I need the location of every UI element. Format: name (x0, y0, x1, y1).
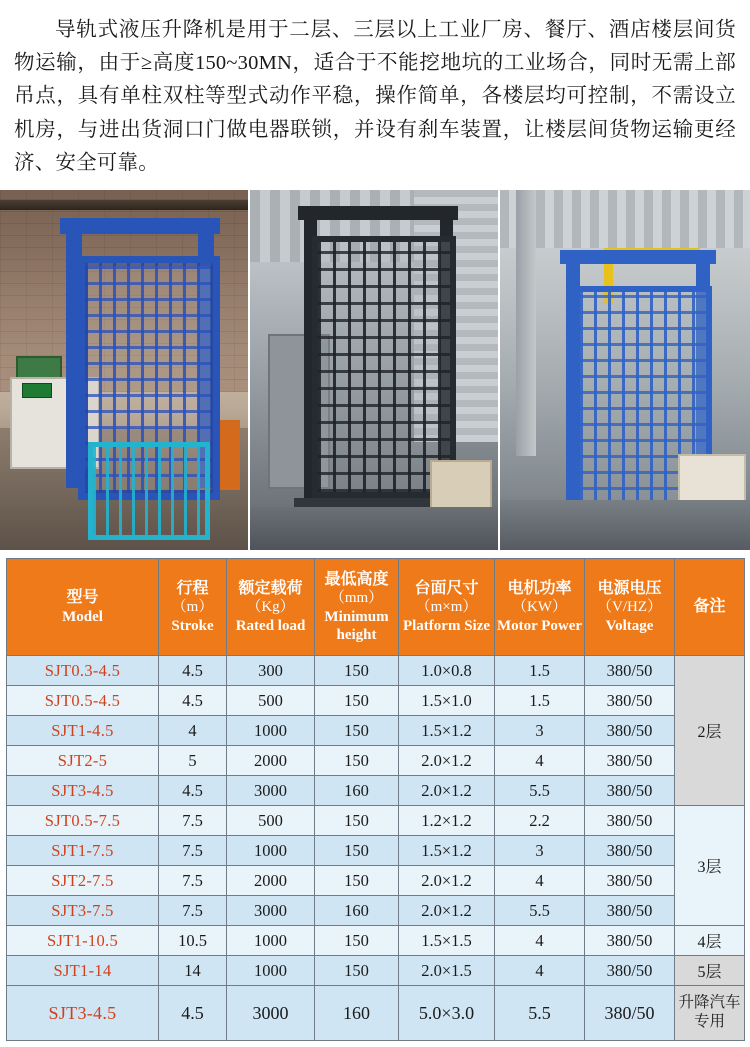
table-row (7, 656, 745, 686)
cell-min-height: 150 (315, 836, 399, 866)
cell-voltage: 380/50 (585, 806, 675, 836)
table-row (7, 836, 745, 866)
cell-voltage: 380/50 (585, 986, 675, 1041)
cell-model: SJT0.5-7.5 (7, 806, 159, 836)
cell-min-height: 160 (315, 986, 399, 1041)
cell-min-height: 150 (315, 746, 399, 776)
cell-load: 2000 (227, 746, 315, 776)
table-row (7, 926, 745, 956)
cell-min-height: 160 (315, 776, 399, 806)
th-stroke (159, 559, 227, 656)
th-voltage-cn: 电源电压 (597, 579, 662, 597)
table-header (7, 559, 745, 656)
cell-load: 3000 (227, 986, 315, 1041)
cell-voltage: 380/50 (585, 866, 675, 896)
photo1-exit-sign (22, 383, 52, 398)
th-model-cn: 型号 (66, 589, 99, 607)
table-row (7, 866, 745, 896)
cell-motor-power: 3 (495, 836, 585, 866)
cell-remark: 3层 (675, 806, 745, 926)
cell-remark: 2层 (675, 656, 745, 806)
table-row (7, 956, 745, 986)
th-platform-size-en: Platform Size (402, 617, 491, 634)
cell-model: SJT3-4.5 (7, 776, 159, 806)
cell-min-height: 150 (315, 686, 399, 716)
cell-motor-power: 4 (495, 956, 585, 986)
cell-platform-size: 1.0×0.8 (399, 656, 495, 686)
cell-min-height: 150 (315, 806, 399, 836)
th-motor-power-en: Motor Power (496, 617, 583, 634)
cell-platform-size: 2.0×1.2 (399, 746, 495, 776)
cell-model: SJT2-5 (7, 746, 159, 776)
table-row (7, 806, 745, 836)
cell-min-height: 150 (315, 656, 399, 686)
cell-stroke: 7.5 (159, 806, 227, 836)
th-min-height-cn: 最低高度 (324, 570, 389, 588)
cell-stroke: 10.5 (159, 926, 227, 956)
cell-stroke: 7.5 (159, 866, 227, 896)
cell-model: SJT2-7.5 (7, 866, 159, 896)
table-header-row (7, 559, 745, 656)
table-body (7, 656, 745, 1041)
cell-remark: 5层 (675, 956, 745, 986)
cell-motor-power: 5.5 (495, 986, 585, 1041)
cell-platform-size: 1.5×1.2 (399, 836, 495, 866)
table-row (7, 776, 745, 806)
photo2-lift-top-beam (298, 206, 458, 220)
cell-model: SJT1-7.5 (7, 836, 159, 866)
th-load (227, 559, 315, 656)
th-model (7, 559, 159, 656)
cell-voltage: 380/50 (585, 776, 675, 806)
photo3-floor (500, 500, 750, 550)
photo2-floor (250, 507, 498, 550)
cell-model: SJT1-4.5 (7, 716, 159, 746)
cell-model: SJT3-7.5 (7, 896, 159, 926)
th-load-cn: 额定载荷 (238, 579, 303, 597)
cell-stroke: 4.5 (159, 656, 227, 686)
cell-model: SJT0.5-4.5 (7, 686, 159, 716)
table-row (7, 986, 745, 1041)
product-photo-1 (0, 190, 248, 550)
cell-voltage: 380/50 (585, 896, 675, 926)
cell-load: 300 (227, 656, 315, 686)
cell-motor-power: 4 (495, 866, 585, 896)
cell-model: SJT1-14 (7, 956, 159, 986)
cell-stroke: 7.5 (159, 836, 227, 866)
th-model-en: Model (62, 608, 103, 625)
specification-table (6, 558, 745, 1041)
photo3-column (516, 190, 536, 456)
cell-motor-power: 4 (495, 926, 585, 956)
th-remark (675, 559, 745, 656)
photo1-ceiling-beam (0, 200, 248, 210)
cell-min-height: 160 (315, 896, 399, 926)
cell-stroke: 4 (159, 716, 227, 746)
product-photo-3 (500, 190, 750, 550)
cell-min-height: 150 (315, 956, 399, 986)
cell-stroke: 14 (159, 956, 227, 986)
photo2-lift-cage (312, 236, 456, 498)
cell-load: 1000 (227, 926, 315, 956)
product-photo-2 (250, 190, 498, 550)
table-row (7, 746, 745, 776)
spec-table-wrap (0, 550, 750, 1047)
th-load-unit: （Kg） (246, 599, 295, 616)
photo1-lift-platform (88, 442, 210, 540)
cell-voltage: 380/50 (585, 926, 675, 956)
th-voltage-unit: （V/HZ） (597, 599, 662, 616)
cell-platform-size: 5.0×3.0 (399, 986, 495, 1041)
photo1-lift-top-beam (60, 218, 220, 234)
th-motor-power (495, 559, 585, 656)
cell-voltage: 380/50 (585, 836, 675, 866)
cell-motor-power: 5.5 (495, 776, 585, 806)
cell-platform-size: 1.5×1.2 (399, 716, 495, 746)
cell-motor-power: 5.5 (495, 896, 585, 926)
table-row (7, 686, 745, 716)
th-motor-power-unit: （KW） (512, 599, 567, 616)
th-min-height (315, 559, 399, 656)
th-remark-cn: 备注 (693, 598, 726, 616)
cell-model: SJT3-4.5 (7, 986, 159, 1041)
th-platform-size-cn: 台面尺寸 (414, 579, 479, 597)
cell-model: SJT0.3-4.5 (7, 656, 159, 686)
intro-paragraph: 导轨式液压升降机是用于二层、三层以上工业厂房、餐厅、酒店楼层间货物运输，由于≥高度150~30MN，适合于不能挖地坑的工业场合，同时无需上部吊点，具有单柱双柱等型式动作平稳，操作简单，各楼层均可控制，不需设立机房，与进出货洞口门做电器联锁，并设有刹车装置，让楼层间货物运输更经济、安全可靠。 (14, 19, 736, 174)
cell-platform-size: 2.0×1.2 (399, 896, 495, 926)
cell-stroke: 4.5 (159, 986, 227, 1041)
cell-stroke: 7.5 (159, 896, 227, 926)
cell-voltage: 380/50 (585, 656, 675, 686)
cell-load: 3000 (227, 896, 315, 926)
cell-min-height: 150 (315, 926, 399, 956)
cell-platform-size: 1.5×1.5 (399, 926, 495, 956)
photo3-lift-top-beam (560, 250, 716, 264)
cell-platform-size: 2.0×1.2 (399, 776, 495, 806)
th-platform-size (399, 559, 495, 656)
cell-load: 1000 (227, 716, 315, 746)
cell-load: 500 (227, 806, 315, 836)
th-load-en: Rated load (235, 617, 306, 634)
product-photo-strip (0, 190, 750, 550)
th-platform-size-unit: （m×m） (415, 599, 478, 616)
cell-load: 1000 (227, 836, 315, 866)
cell-voltage: 380/50 (585, 716, 675, 746)
cell-load: 1000 (227, 956, 315, 986)
cell-motor-power: 1.5 (495, 686, 585, 716)
th-voltage (585, 559, 675, 656)
cell-platform-size: 2.0×1.5 (399, 956, 495, 986)
cell-load: 2000 (227, 866, 315, 896)
th-stroke-unit: （m） (171, 599, 214, 616)
cell-load: 500 (227, 686, 315, 716)
table-row (7, 896, 745, 926)
cell-stroke: 4.5 (159, 776, 227, 806)
cell-voltage: 380/50 (585, 686, 675, 716)
cell-platform-size: 1.5×1.0 (399, 686, 495, 716)
cell-motor-power: 4 (495, 746, 585, 776)
th-voltage-en: Voltage (605, 617, 654, 634)
cell-motor-power: 1.5 (495, 656, 585, 686)
th-motor-power-cn: 电机功率 (507, 579, 572, 597)
cell-platform-size: 2.0×1.2 (399, 866, 495, 896)
photo3-roof (500, 190, 750, 248)
cell-voltage: 380/50 (585, 746, 675, 776)
th-min-height-en: Minimum height (324, 608, 389, 643)
cell-load: 3000 (227, 776, 315, 806)
cell-voltage: 380/50 (585, 956, 675, 986)
cell-min-height: 150 (315, 866, 399, 896)
table-row (7, 716, 745, 746)
th-stroke-en: Stroke (171, 617, 214, 634)
cell-remark: 升降汽车专用 (675, 986, 745, 1041)
cell-platform-size: 1.2×1.2 (399, 806, 495, 836)
cell-model: SJT1-10.5 (7, 926, 159, 956)
cell-motor-power: 3 (495, 716, 585, 746)
cell-motor-power: 2.2 (495, 806, 585, 836)
cell-stroke: 5 (159, 746, 227, 776)
th-min-height-unit: （mm） (329, 590, 384, 607)
cell-stroke: 4.5 (159, 686, 227, 716)
cell-remark: 4层 (675, 926, 745, 956)
cell-min-height: 150 (315, 716, 399, 746)
th-stroke-cn: 行程 (176, 579, 209, 597)
